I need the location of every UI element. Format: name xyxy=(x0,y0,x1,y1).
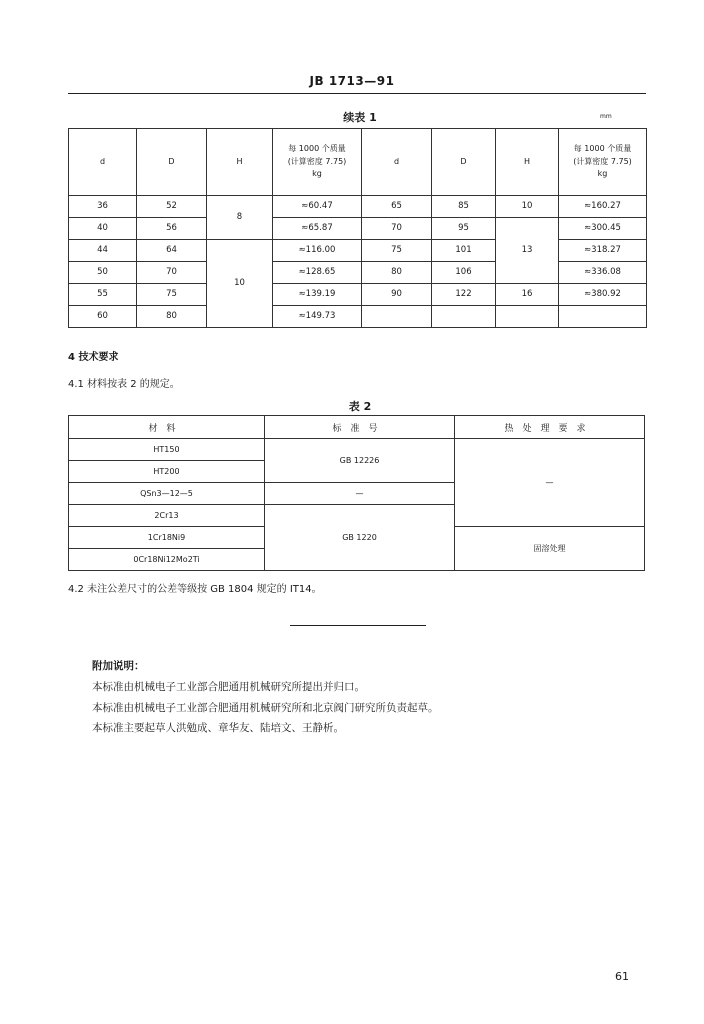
col-mass xyxy=(273,129,362,196)
cell-mass: ≈116.00 xyxy=(273,240,362,262)
cell-D: 80 xyxy=(137,306,207,328)
cell-material: 1Cr18Ni9 xyxy=(69,527,265,549)
clause-4-1: 4.1 材料按表 2 的规定。 xyxy=(68,379,180,390)
cell-d2: 80 xyxy=(362,262,432,284)
col-D2: D xyxy=(432,129,496,196)
mass-unit: kg xyxy=(312,169,322,179)
note-line: 本标准由机械电子工业部合肥通用机械研究所提出并归口。 xyxy=(92,681,365,693)
cell-mass2: ≈318.27 xyxy=(559,240,647,262)
cell-mass: ≈60.47 xyxy=(273,196,362,218)
cell-d: 55 xyxy=(69,284,137,306)
cell-D: 70 xyxy=(137,262,207,284)
cell-d2: 75 xyxy=(362,240,432,262)
table1-caption: 续表 1 xyxy=(343,111,377,124)
cell-d: 36 xyxy=(69,196,137,218)
cell-H2: 13 xyxy=(496,218,559,284)
mass2-unit: kg xyxy=(597,169,608,179)
cell-material: 2Cr13 xyxy=(69,505,265,527)
table2 xyxy=(68,415,645,571)
col-standard: 标准号 xyxy=(265,416,455,439)
document-header: JB 1713—91 xyxy=(309,74,395,88)
table1-unit: mm xyxy=(600,113,612,120)
cell-H2: 16 xyxy=(496,284,559,306)
cell-D2: 95 xyxy=(432,218,496,240)
cell-mass: ≈149.73 xyxy=(273,306,362,328)
mass-density: (计算密度 7.75) xyxy=(287,156,347,166)
cell-H: 8 xyxy=(207,196,273,240)
cell-D2: 106 xyxy=(432,262,496,284)
mass2-label: 每 1000 个质量 xyxy=(573,144,632,154)
mass-label: 每 1000 个质量 xyxy=(288,144,346,154)
cell-d2: 65 xyxy=(362,196,432,218)
cell-mass2: ≈160.27 xyxy=(559,196,647,218)
cell-H2: 10 xyxy=(496,196,559,218)
mass2-density: (计算密度 7.75) xyxy=(573,156,632,166)
table-row xyxy=(69,196,647,218)
cell-D: 64 xyxy=(137,240,207,262)
cell-d: 40 xyxy=(69,218,137,240)
col-H: H xyxy=(207,129,273,196)
cell-material: QSn3—12—5 xyxy=(69,483,265,505)
cell-mass: ≈139.19 xyxy=(273,284,362,306)
clause-4-2: 4.2 未注公差尺寸的公差等级按 GB 1804 规定的 IT14。 xyxy=(68,584,322,595)
cell-mass2: ≈380.92 xyxy=(559,284,647,306)
cell-mass2: ≈300.45 xyxy=(559,218,647,240)
cell-mass: ≈128.65 xyxy=(273,262,362,284)
cell-D2: 122 xyxy=(432,284,496,306)
header-rule xyxy=(68,93,646,94)
table-row xyxy=(69,439,645,461)
cell-standard: — xyxy=(265,483,455,505)
table-row xyxy=(69,306,647,328)
cell-empty xyxy=(559,306,647,328)
cell-material: HT200 xyxy=(69,461,265,483)
col-mass2 xyxy=(559,129,647,196)
cell-material: HT150 xyxy=(69,439,265,461)
section-divider xyxy=(290,625,426,626)
cell-d2: 70 xyxy=(362,218,432,240)
cell-heat: — xyxy=(455,439,645,527)
note-title: 附加说明： xyxy=(92,660,145,672)
cell-d: 50 xyxy=(69,262,137,284)
col-d2: d xyxy=(362,129,432,196)
cell-empty xyxy=(432,306,496,328)
section-title: 4 技术要求 xyxy=(68,352,119,363)
cell-D2: 101 xyxy=(432,240,496,262)
cell-D2: 85 xyxy=(432,196,496,218)
table-row xyxy=(69,262,647,284)
col-heat: 热处理要求 xyxy=(455,416,645,439)
table-row xyxy=(69,284,647,306)
table-row xyxy=(69,240,647,262)
cell-material: 0Cr18Ni12Mo2Ti xyxy=(69,549,265,571)
cell-empty xyxy=(362,306,432,328)
cell-D: 52 xyxy=(137,196,207,218)
cell-mass: ≈65.87 xyxy=(273,218,362,240)
cell-mass2: ≈336.08 xyxy=(559,262,647,284)
col-H2: H xyxy=(496,129,559,196)
page-number: 61 xyxy=(615,970,629,983)
cell-heat: 固溶处理 xyxy=(455,527,645,571)
cell-d2: 90 xyxy=(362,284,432,306)
cell-D: 56 xyxy=(137,218,207,240)
col-D: D xyxy=(137,129,207,196)
note-line: 本标准主要起草人洪勉成、章华友、陆培文、王静析。 xyxy=(92,722,344,734)
note-line: 本标准由机械电子工业部合肥通用机械研究所和北京阀门研究所负责起草。 xyxy=(92,702,439,714)
col-d: d xyxy=(69,129,137,196)
table2-header-row xyxy=(69,416,645,439)
table1-header-row xyxy=(69,129,647,196)
cell-d: 60 xyxy=(69,306,137,328)
table-row xyxy=(69,218,647,240)
cell-standard: GB 1220 xyxy=(265,505,455,571)
cell-empty xyxy=(496,306,559,328)
cell-d: 44 xyxy=(69,240,137,262)
cell-H: 10 xyxy=(207,240,273,328)
table1 xyxy=(68,128,647,328)
col-material: 材料 xyxy=(69,416,265,439)
table2-caption: 表 2 xyxy=(348,400,372,413)
cell-D: 75 xyxy=(137,284,207,306)
cell-standard: GB 12226 xyxy=(265,439,455,483)
